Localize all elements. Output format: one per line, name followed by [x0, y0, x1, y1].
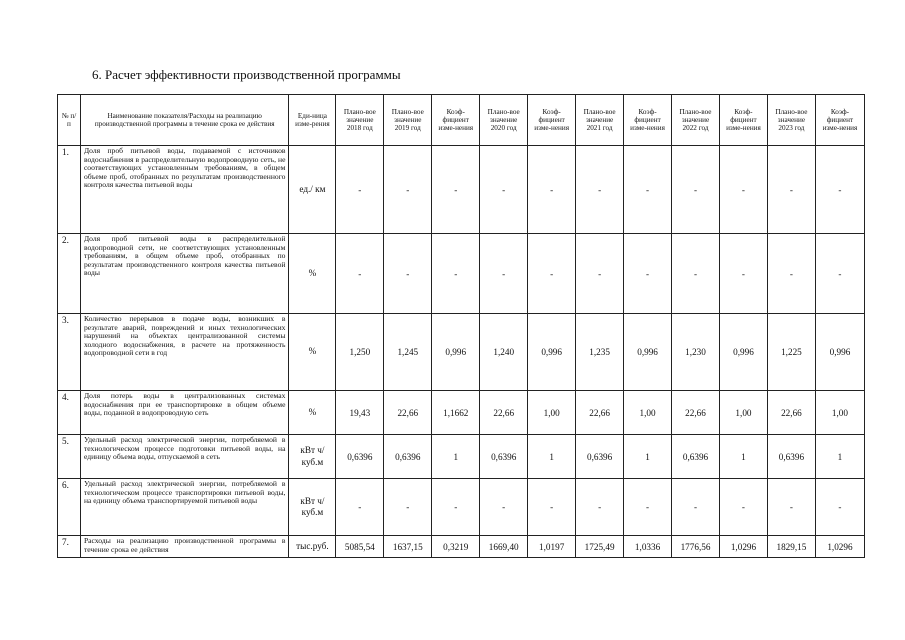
unit-cell: кВт ч/куб.м — [289, 435, 336, 479]
value-cell: - — [767, 146, 815, 234]
value-cell: 22,66 — [576, 391, 624, 435]
indicator-name: Удельный расход электрической энергии, потребляемой в технологическом процессе транспортировки питьевой воды, на единицу объема транспортируемой питьевой воды — [80, 479, 289, 536]
value-cell: 1,0336 — [624, 536, 672, 558]
table-body — [58, 146, 865, 558]
value-cell: 0,6396 — [480, 435, 528, 479]
value-cell: 22,66 — [672, 391, 720, 435]
value-cell: - — [528, 146, 576, 234]
column-header: Плано-вое значение 2022 год — [672, 95, 720, 146]
table-row — [58, 536, 865, 558]
value-cell: 1,00 — [719, 391, 767, 435]
table-row — [58, 146, 865, 234]
value-cell: - — [815, 234, 864, 314]
column-header: № п/п — [58, 95, 81, 146]
value-cell: 1,225 — [767, 314, 815, 391]
value-cell: - — [624, 146, 672, 234]
efficiency-table — [57, 94, 865, 558]
column-header: Коэф-фициент изме-нения — [432, 95, 480, 146]
value-cell: 0,6396 — [767, 435, 815, 479]
value-cell: - — [576, 479, 624, 536]
value-cell: - — [624, 234, 672, 314]
value-cell: - — [672, 234, 720, 314]
value-cell: 22,66 — [384, 391, 432, 435]
indicator-name: Удельный расход электрической энергии, потребляемой в технологическом процессе подготовки питьевой воды, на единицу объема воды, отпускаемой в сеть — [80, 435, 289, 479]
value-cell: - — [480, 146, 528, 234]
value-cell: - — [528, 479, 576, 536]
value-cell: 0,996 — [719, 314, 767, 391]
column-header: Коэф-фициент изме-нения — [528, 95, 576, 146]
value-cell: 0,3219 — [432, 536, 480, 558]
value-cell: 0,6396 — [384, 435, 432, 479]
value-cell: - — [719, 146, 767, 234]
value-cell: 1,245 — [384, 314, 432, 391]
value-cell: 1,1662 — [432, 391, 480, 435]
table-row — [58, 479, 865, 536]
value-cell: - — [336, 479, 384, 536]
column-header: Плано-вое значение 2021 год — [576, 95, 624, 146]
value-cell: 1 — [528, 435, 576, 479]
value-cell: - — [432, 234, 480, 314]
value-cell: 1 — [432, 435, 480, 479]
unit-cell: % — [289, 391, 336, 435]
table-row — [58, 314, 865, 391]
value-cell: - — [384, 479, 432, 536]
table-row — [58, 391, 865, 435]
value-cell: 1829,15 — [767, 536, 815, 558]
value-cell: 1,0197 — [528, 536, 576, 558]
value-cell: 0,6396 — [336, 435, 384, 479]
indicator-name: Расходы на реализацию производственной программы в течение срока ее действия — [80, 536, 289, 558]
unit-cell: % — [289, 314, 336, 391]
value-cell: 0,6396 — [672, 435, 720, 479]
value-cell: - — [576, 234, 624, 314]
value-cell: 19,43 — [336, 391, 384, 435]
indicator-name: Доля проб питьевой воды в распределительной водопроводной сети, не соответствующих установленным требованиям, в общем объеме проб, отобранных по результатам производственного контроля качества питьевой воды — [80, 234, 289, 314]
value-cell: 1,00 — [815, 391, 864, 435]
value-cell: 1,230 — [672, 314, 720, 391]
value-cell: - — [719, 234, 767, 314]
table-header-row — [58, 95, 865, 146]
row-number: 1. — [58, 146, 81, 234]
column-header: Коэф-фициент изме-нения — [719, 95, 767, 146]
value-cell: - — [815, 146, 864, 234]
row-number: 7. — [58, 536, 81, 558]
value-cell: - — [384, 146, 432, 234]
column-header: Коэф-фициент изме-нения — [815, 95, 864, 146]
value-cell: 1,0296 — [815, 536, 864, 558]
value-cell: 1,0296 — [719, 536, 767, 558]
table-row — [58, 435, 865, 479]
value-cell: - — [815, 479, 864, 536]
column-header: Плано-вое значение 2018 год — [336, 95, 384, 146]
column-header: Коэф-фициент изме-нения — [624, 95, 672, 146]
value-cell: - — [672, 146, 720, 234]
value-cell: - — [480, 234, 528, 314]
column-header: Наименование показателя/Расходы на реализацию производственной программы в течение срока ее действия — [80, 95, 289, 146]
value-cell: 1 — [815, 435, 864, 479]
column-header: Плано-вое значение 2023 год — [767, 95, 815, 146]
value-cell: 1776,56 — [672, 536, 720, 558]
unit-cell: % — [289, 234, 336, 314]
section-title: 6. Расчет эффективности производственной программы — [92, 67, 401, 82]
unit-cell: кВт ч/куб.м — [289, 479, 336, 536]
value-cell: 1,240 — [480, 314, 528, 391]
value-cell: - — [719, 479, 767, 536]
row-number: 2. — [58, 234, 81, 314]
value-cell: 1 — [624, 435, 672, 479]
indicator-name: Доля потерь воды в централизованных системах водоснабжения при ее транспортировке в общем объеме воды, поданной в водопроводную сеть — [80, 391, 289, 435]
row-number: 5. — [58, 435, 81, 479]
value-cell: 0,996 — [432, 314, 480, 391]
value-cell: 1669,40 — [480, 536, 528, 558]
value-cell: 5085,54 — [336, 536, 384, 558]
value-cell: 1,250 — [336, 314, 384, 391]
column-header: Еди-ница изме-рения — [289, 95, 336, 146]
value-cell: - — [624, 479, 672, 536]
value-cell: 1,00 — [528, 391, 576, 435]
value-cell: 1725,49 — [576, 536, 624, 558]
value-cell: 0,996 — [815, 314, 864, 391]
value-cell: - — [384, 234, 432, 314]
value-cell: 1,00 — [624, 391, 672, 435]
value-cell: 0,996 — [624, 314, 672, 391]
column-header: Плано-вое значение 2019 год — [384, 95, 432, 146]
value-cell: 1,235 — [576, 314, 624, 391]
value-cell: - — [480, 479, 528, 536]
value-cell: 22,66 — [480, 391, 528, 435]
value-cell: - — [528, 234, 576, 314]
value-cell: 1 — [719, 435, 767, 479]
value-cell: - — [576, 146, 624, 234]
row-number: 3. — [58, 314, 81, 391]
indicator-name: Доля проб питьевой воды, подаваемой с источников водоснабжения в распределительную водопроводную сеть, не соответствующих установленным требованиям, в общем объеме проб, отобранных по результатам производственного контроля качества питьевой воды — [80, 146, 289, 234]
value-cell: 1637,15 — [384, 536, 432, 558]
value-cell: - — [336, 234, 384, 314]
value-cell: 0,996 — [528, 314, 576, 391]
indicator-name: Количество перерывов в подаче воды, возникших в результате аварий, повреждений и иных технологических нарушений на объектах централизованной системы холодного водоснабжения, в расчете на протяженность водопроводной сети в год — [80, 314, 289, 391]
value-cell: - — [432, 146, 480, 234]
column-header: Плано-вое значение 2020 год — [480, 95, 528, 146]
value-cell: - — [432, 479, 480, 536]
unit-cell: тыс.руб. — [289, 536, 336, 558]
value-cell: - — [767, 479, 815, 536]
row-number: 6. — [58, 479, 81, 536]
value-cell: - — [672, 479, 720, 536]
value-cell: - — [767, 234, 815, 314]
value-cell: 22,66 — [767, 391, 815, 435]
value-cell: - — [336, 146, 384, 234]
value-cell: 0,6396 — [576, 435, 624, 479]
table-row — [58, 234, 865, 314]
unit-cell: ед./ км — [289, 146, 336, 234]
row-number: 4. — [58, 391, 81, 435]
